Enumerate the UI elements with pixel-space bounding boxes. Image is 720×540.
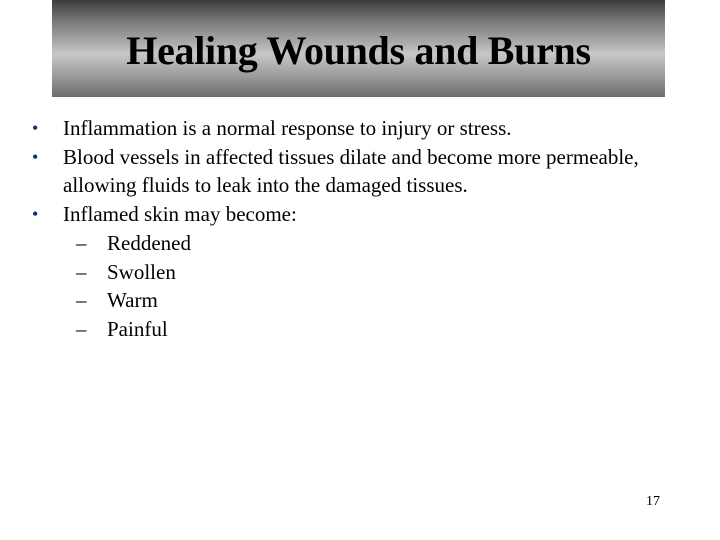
sub-bullet-item — [70, 258, 690, 287]
sub-bullet-text: Reddened — [107, 230, 191, 255]
bullet-text: Inflamed skin may become: — [63, 202, 297, 227]
bullet-text: Inflammation is a normal response to injury or stress. — [63, 116, 512, 140]
bullet-text: Blood vessels in affected tissues dilate and become more permeable, allowing fluids to leak into the damaged tissues. — [63, 144, 639, 198]
sub-bullet-list — [63, 229, 690, 344]
sub-bullet-item — [70, 315, 690, 344]
sub-bullet-marker: – — [76, 288, 87, 313]
bullet-item — [30, 143, 690, 200]
sub-bullet-text: Swollen — [107, 259, 176, 284]
sub-bullet-marker: – — [76, 316, 87, 341]
sub-bullet-item — [70, 286, 690, 315]
slide-title: Healing Wounds and Burns — [126, 28, 591, 73]
sub-bullet-item — [70, 229, 690, 258]
page-number: 17 — [646, 494, 660, 509]
sub-bullet-marker: – — [76, 230, 87, 255]
sub-bullet-marker: – — [76, 259, 87, 284]
bullet-list — [30, 114, 690, 344]
sub-bullet-text: Warm — [107, 288, 158, 313]
title-bar — [52, 0, 665, 97]
sub-bullet-text: Painful — [107, 316, 168, 341]
bullet-marker: • — [32, 118, 39, 138]
bullet-item — [30, 114, 690, 143]
bullet-item — [30, 200, 690, 344]
bullet-marker: • — [32, 204, 39, 225]
bullet-marker: • — [32, 146, 39, 167]
